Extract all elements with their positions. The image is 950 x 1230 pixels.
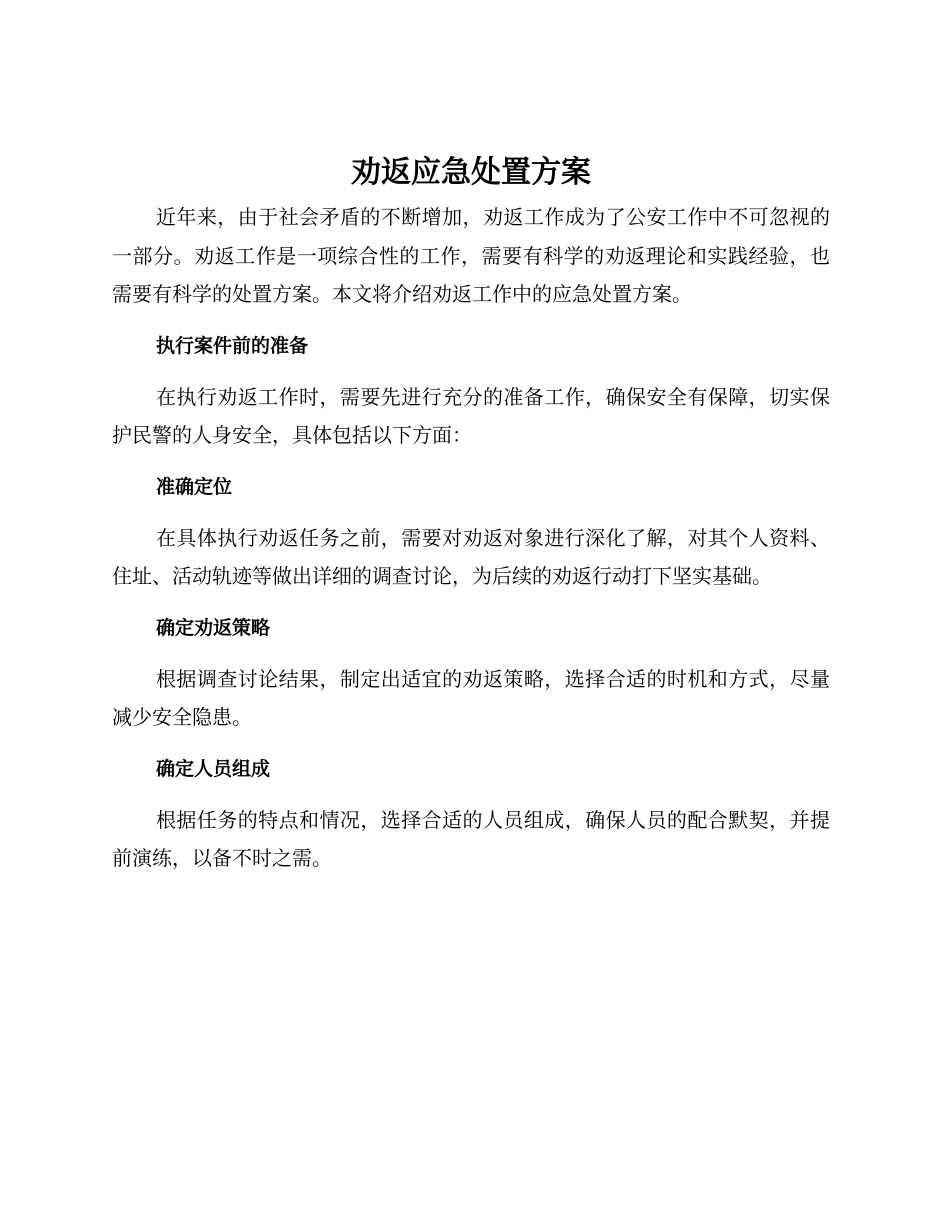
section-heading: 确定劝返策略 xyxy=(156,616,271,639)
section-personnel xyxy=(112,737,830,878)
section-heading: 确定人员组成 xyxy=(156,757,271,780)
section-positioning xyxy=(112,455,830,596)
section-paragraph: 在具体执行劝返任务之前，需要对劝返对象进行深化了解，对其个人资料、住址、活动轨迹等做出详细的调查讨论，为后续的劝返行动打下坚实基础。 xyxy=(112,525,830,588)
section-heading: 执行案件前的准备 xyxy=(156,334,309,357)
section-heading: 准确定位 xyxy=(156,475,233,498)
section-paragraph: 根据调查讨论结果，制定出适宜的劝返策略，选择合适的时机和方式，尽量减少安全隐患。 xyxy=(112,666,830,729)
section-strategy xyxy=(112,596,830,737)
section-paragraph: 在执行劝返工作时，需要先进行充分的准备工作，确保安全有保障，切实保护民警的人身安全，具体包括以下方面： xyxy=(112,384,830,447)
intro-paragraph: 近年来，由于社会矛盾的不断增加，劝返工作成为了公安工作中不可忽视的一部分。劝返工作是一项综合性的工作，需要有科学的劝返理论和实践经验，也需要有科学的处置方案。本文将介绍劝返工作中的应急处置方案。 xyxy=(112,205,830,306)
section-paragraph: 根据任务的特点和情况，选择合适的人员组成，确保人员的配合默契，并提前演练，以备不时之需。 xyxy=(112,807,830,870)
section-preparation xyxy=(112,314,830,455)
document-title: 劝返应急处置方案 xyxy=(351,155,591,190)
document-page xyxy=(112,148,830,878)
